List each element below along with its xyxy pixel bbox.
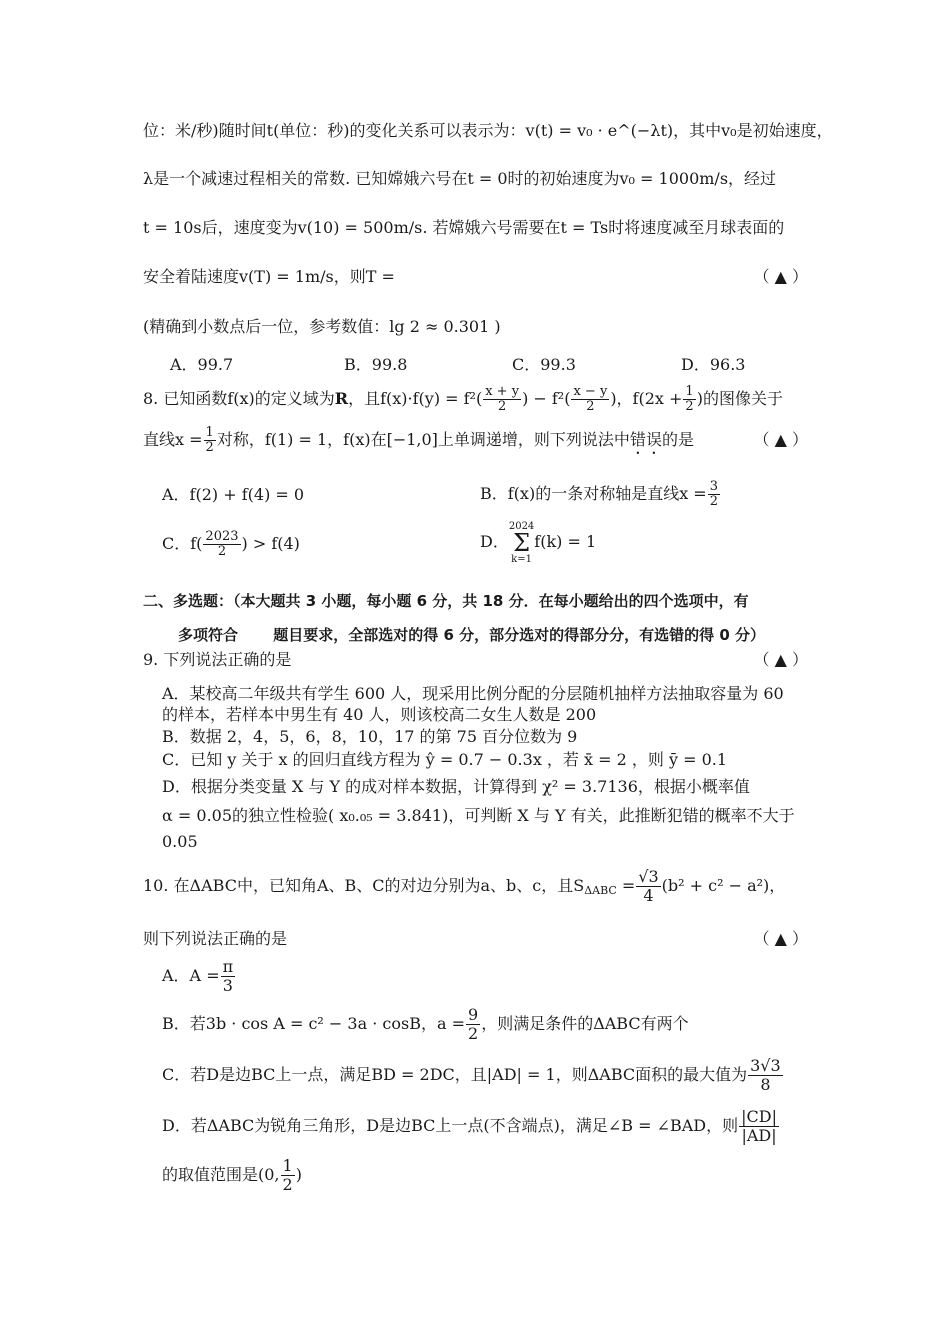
q8-answer-mark: （ ▲ ） [753,430,808,449]
q10-frac-sqrt3-over-4: $\frac{√3}{4}$ [638,867,659,905]
q10-option-c: C．若D是边BC上一点，满足BD = 2DC，且|AD| = 1，则ΔABC面积的最大值为 $\frac{3√3}{8}$ [162,1056,781,1094]
q7-line-4: 安全着陆速度v(T) = 1m/s，则T = [143,267,395,286]
q9-option-a-line-2: 的样本，若样本中男生有 40 人，则该校高二女生人数是 200 [162,705,597,724]
q8-option-a: A．f(2) + f(4) = 0 [162,485,305,504]
q9-option-a-line-1: A．某校高二年级共有学生 600 人，现采用比例分配的分层随机抽样方法抽取容量为 60 [162,684,784,703]
q10-option-a: A．A = $\frac{\pi}{3}$ [162,957,234,995]
q7-option-c: C．99.3 [512,355,576,374]
q10-option-b: B．若3b · cos A = c² − 3a · cosB，a = $\frac{9}{2}$ ，则满足条件的ΔABC有两个 [162,1005,689,1043]
q10-answer-mark: （ ▲ ） [753,929,808,948]
q8-frac-x-plus-y: $\frac{x + y}{2}$ [485,384,520,414]
q9-option-d-line-2: α = 0.05的独立性检验( x₀.₀₅ = 3.841)，可判断 X 与 Y 有关，此推断犯错的概率不大于 [162,806,795,825]
q8-option-d: D．2024 Σ k=1f(k) = 1 [480,520,597,565]
q9-option-b: B．数据 2，4，5，6，8，10，17 的第 75 百分位数为 9 [162,727,578,746]
q7-line-1: 位：米/秒)随时间t(单位：秒)的变化关系可以表示为：v(t) = v₀ · e^(−λt)，其中v₀是初始速度， [143,121,833,140]
section2-header-line-2: 多项符合 题目要求，全部选对的得 6 分，部分选对的得部分分，有选错的得 0 分） [178,626,765,644]
q10-option-d-line-1: D．若ΔABC为锐角三角形，D是边BC上一点(不含端点)，满足∠B = ∠BAD，则 $\frac{|CD|}{|AD|}$ [162,1107,777,1145]
q8-option-b: B．f(x)的一条对称轴是直线x = $\frac{3}{2}$ [480,479,718,509]
q9-option-d-line-1: D．根据分类变量 X 与 Y 的成对样本数据，计算得到 χ² = 3.7136，根据小概率值 [162,777,750,796]
summation-symbol: 2024 Σ k=1 [508,520,535,565]
q7-answer-mark: （ ▲ ） [753,267,808,286]
q7-line-2: λ是一个减速过程相关的常数. 已知嫦娥六号在t = 0时的初始速度为v₀ = 1000m/s，经过 [143,169,777,188]
q8-line-2: 直线x = $\frac{1}{2}$ 对称，f(1) = 1，f(x)在[−1,0]上单调递增，则下列说法中错误的是 [143,425,694,455]
q7-option-a: A．99.7 [170,355,234,374]
q10-line-1: 10. 在ΔABC中，已知角A、B、C的对边分别为a、b、c，且$S_{\Delta ABC}$ = $\frac{√3}{4}$ (b² + c² − a²)， [143,867,786,905]
q9-option-d-line-3: 0.05 [162,832,198,851]
section2-header-line-1: 二、多选题：（本大题共 3 小题，每小题 6 分，共 18 分．在每小题给出的四个选项中，有 [143,592,749,610]
q10-line-2: 则下列说法正确的是 [143,929,288,948]
q8-frac-axis: $\frac{1}{2}$ [205,425,214,455]
q9-stem: 9. 下列说法正确的是 [143,650,292,669]
q9-answer-mark: （ ▲ ） [753,650,808,669]
q10-option-d-line-2: 的取值范围是(0, $\frac{1}{2}$ ) [162,1156,302,1194]
q7-option-b: B．99.8 [344,355,408,374]
q7-option-d: D．96.3 [681,355,746,374]
q8-line-1: 8. 已知函数f(x)的定义域为R，且f(x)·f(y) = f²( $\frac{x + y}{2}$ ) − f²( $\frac{x - y}{2}$ )，f(2x + $\frac{1}{2}$ )的图像关于 [143,384,783,414]
q7-line-3: t = 10s后，速度变为v(10) = 500m/s. 若嫦娥六号需要在t = Ts时将速度减至月球表面的 [143,218,785,237]
q7-note: (精确到小数点后一位，参考数值：lg 2 ≈ 0.301 ) [143,317,501,336]
q9-option-c: C．已知 y 关于 x 的回归直线方程为 ŷ = 0.7 − 0.3x ，若 x̄ = 2 ，则 ȳ = 0.1 [162,750,728,769]
q8-frac-half: $\frac{1}{2}$ [685,384,694,414]
q8-frac-x-minus-y: $\frac{x - y}{2}$ [573,384,608,414]
q8-option-c: C．f( $\frac{2023}{2}$ ) > f(4) [162,529,300,559]
